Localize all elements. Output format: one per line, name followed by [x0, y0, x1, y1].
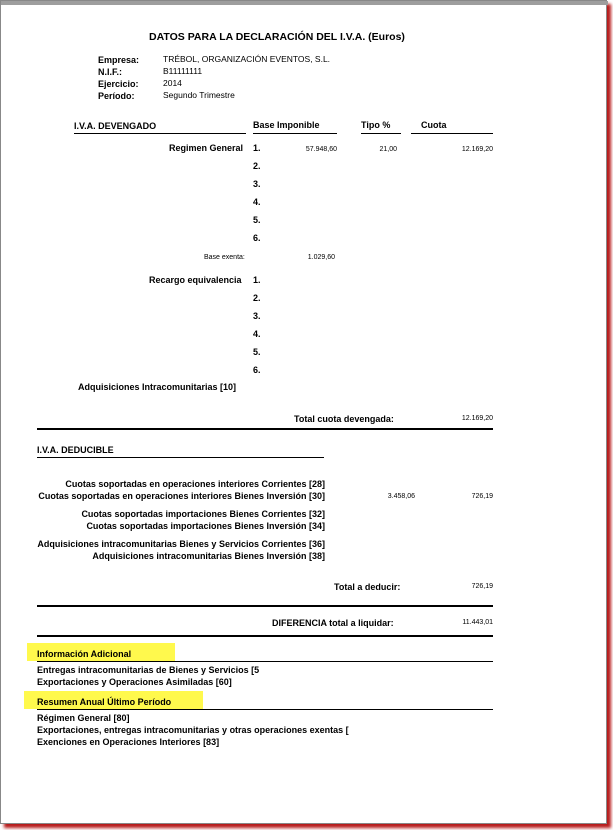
- info-adicional-underline: [37, 661, 493, 662]
- col-cuota: Cuota: [421, 120, 447, 130]
- deducible-row-label: Adquisiciones intracomunitarias Bienes Inversión [38]: [92, 551, 325, 561]
- base-exenta-label: Base exenta:: [204, 254, 245, 261]
- deducible-underline: [37, 457, 324, 458]
- nif-label: N.I.F.:: [98, 67, 122, 77]
- diferencia-value: 11.443,01: [462, 619, 493, 626]
- total-deducir-label: Total a deducir:: [334, 582, 401, 592]
- deducible-row-base: 3.458,06: [387, 493, 415, 500]
- base-exenta-value: 1.029,60: [307, 254, 335, 261]
- ejercicio-value: 2014: [163, 78, 182, 88]
- tipo-underline: [361, 133, 401, 134]
- deducible-row-label: Cuotas soportadas importaciones Bienes Inversión [34]: [86, 521, 325, 531]
- recargo-row-number: 5.: [253, 347, 261, 357]
- empresa-value: TRÉBOL, ORGANIZACIÓN EVENTOS, S.L.: [163, 54, 331, 64]
- regimen-row-number: 1.: [253, 143, 261, 153]
- section-divider: [37, 428, 493, 430]
- devengado-underline: [74, 133, 246, 134]
- recargo-row-number: 1.: [253, 275, 261, 285]
- deducible-row-label: Cuotas soportadas en operaciones interiores Bienes Inversión [30]: [38, 492, 325, 501]
- deducible-row-label: Cuotas soportadas importaciones Bienes Corrientes [32]: [81, 509, 325, 519]
- periodo-label: Período:: [98, 91, 135, 101]
- deducible-row-label: Adquisiciones intracomunitarias Bienes y Servicios Corrientes [36]: [37, 540, 325, 549]
- resumen-heading: Resumen Anual Último Período: [37, 697, 172, 707]
- recargo-equivalencia-label: Recargo equivalencia: [149, 275, 242, 285]
- total-deducir-value: 726,19: [471, 583, 493, 590]
- regimen-row-number: 6.: [253, 233, 261, 243]
- total-devengada-value: 12.169,20: [461, 415, 493, 422]
- window-top-border: [1, 1, 608, 5]
- resumen-underline: [37, 709, 493, 710]
- total-devengada-label: Total cuota devengada:: [294, 414, 394, 424]
- report-title: DATOS PARA LA DECLARACIÓN DEL I.V.A. (Euros): [149, 31, 405, 43]
- adquisiciones-intracomunitarias-label: Adquisiciones Intracomunitarias [10]: [78, 382, 237, 392]
- deducible-row-label: Cuotas soportadas en operaciones interiores Corrientes [28]: [65, 480, 325, 489]
- regimen-row-tipo: 21,00: [379, 146, 397, 153]
- resumen-row: Exenciones en Operaciones Interiores [83]: [37, 737, 220, 747]
- regimen-row-number: 5.: [253, 215, 261, 225]
- recargo-row-number: 2.: [253, 293, 261, 303]
- recargo-row-number: 4.: [253, 329, 261, 339]
- regimen-row-number: 2.: [253, 161, 261, 171]
- devengado-heading: I.V.A. DEVENGADO: [74, 121, 157, 131]
- resumen-row: Régimen General [80]: [37, 713, 130, 723]
- ejercicio-label: Ejercicio:: [98, 79, 139, 89]
- periodo-value: Segundo Trimestre: [163, 90, 235, 100]
- base-underline: [253, 133, 337, 134]
- deducible-heading: I.V.A. DEDUCIBLE: [37, 445, 114, 455]
- info-adicional-heading: Información Adicional: [37, 649, 132, 659]
- regimen-row-number: 4.: [253, 197, 261, 207]
- regimen-general-label: Regimen General: [169, 143, 244, 153]
- regimen-row-number: 3.: [253, 179, 261, 189]
- section-divider: [37, 635, 493, 637]
- section-divider: [37, 605, 493, 607]
- info-adicional-row: Entregas intracomunitarias de Bienes y Servicios [5: [37, 666, 260, 675]
- cuota-underline: [411, 133, 493, 134]
- regimen-row-base: 57.948,60: [305, 146, 337, 153]
- diferencia-label: DIFERENCIA total a liquidar:: [272, 618, 394, 628]
- empresa-label: Empresa:: [98, 55, 140, 65]
- regimen-row-cuota: 12.169,20: [461, 146, 493, 153]
- recargo-row-number: 3.: [253, 311, 261, 321]
- info-adicional-row: Exportaciones y Operaciones Asimiladas [60]: [37, 677, 232, 687]
- recargo-row-number: 6.: [253, 365, 261, 375]
- col-tipo: Tipo %: [361, 120, 391, 130]
- col-base-imponible: Base Imponible: [253, 120, 320, 130]
- deducible-row-cuota: 726,19: [471, 493, 493, 500]
- resumen-row: Exportaciones, entregas intracomunitarias y otras operaciones exentas [: [37, 726, 349, 735]
- nif-value: B11111111: [163, 66, 203, 76]
